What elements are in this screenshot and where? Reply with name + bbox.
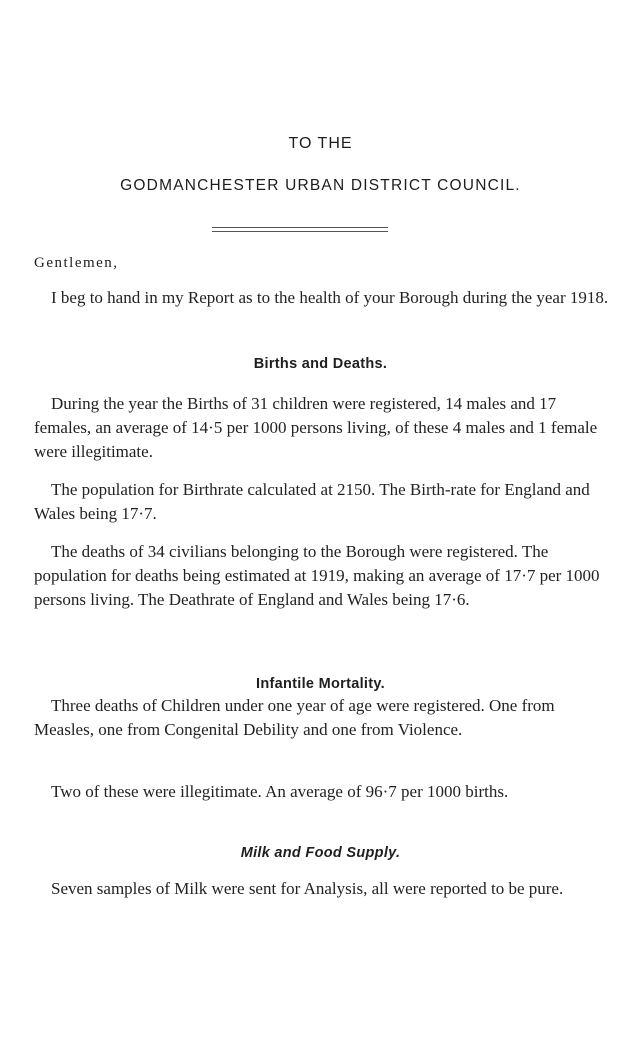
milk-paragraph: Seven samples of Milk were sent for Analysis, all were reported to be pure. xyxy=(51,879,564,898)
infant-deaths-paragraph: Three deaths of Children under one year of age were registered. One from Measles, one from Congenital Debility and one from Violence. xyxy=(34,696,555,739)
births-paragraph: During the year the Births of 31 children were registered, 14 males and 17 females, an average of 14·5 per 1000 persons living, of these 4 males and 1 female were illegitimate. xyxy=(34,394,598,461)
illegitimate-paragraph: Two of these were illegitimate. An average of 96·7 per 1000 births. xyxy=(51,782,509,801)
deaths-paragraph: The deaths of 34 civilians belonging to the Borough were registered. The population for deaths being estimated at 1919, making an average of 17·7 per 1000 persons living. The Deathrate of England and Wales being 17·6. xyxy=(34,542,600,609)
heading-council: GODMANCHESTER URBAN DISTRICT COUNCIL. xyxy=(120,177,521,194)
section-title-births-deaths: Births and Deaths. xyxy=(253,356,388,372)
salutation: Gentlemen, xyxy=(34,255,119,271)
section-title-infantile-mortality: Infantile Mortality. xyxy=(256,676,385,692)
double-rule-bottom xyxy=(212,231,388,232)
intro-paragraph: I beg to hand in my Report as to the health of your Borough during the year 1918. xyxy=(51,288,609,307)
birthrate-paragraph: The population for Birthrate calculated at 2150. The Birth-rate for England and Wales being 17·7. xyxy=(34,480,590,523)
double-rule-top xyxy=(212,227,388,228)
heading-to-the: TO THE xyxy=(288,135,353,152)
section-title-milk-food: Milk and Food Supply. xyxy=(240,845,401,861)
